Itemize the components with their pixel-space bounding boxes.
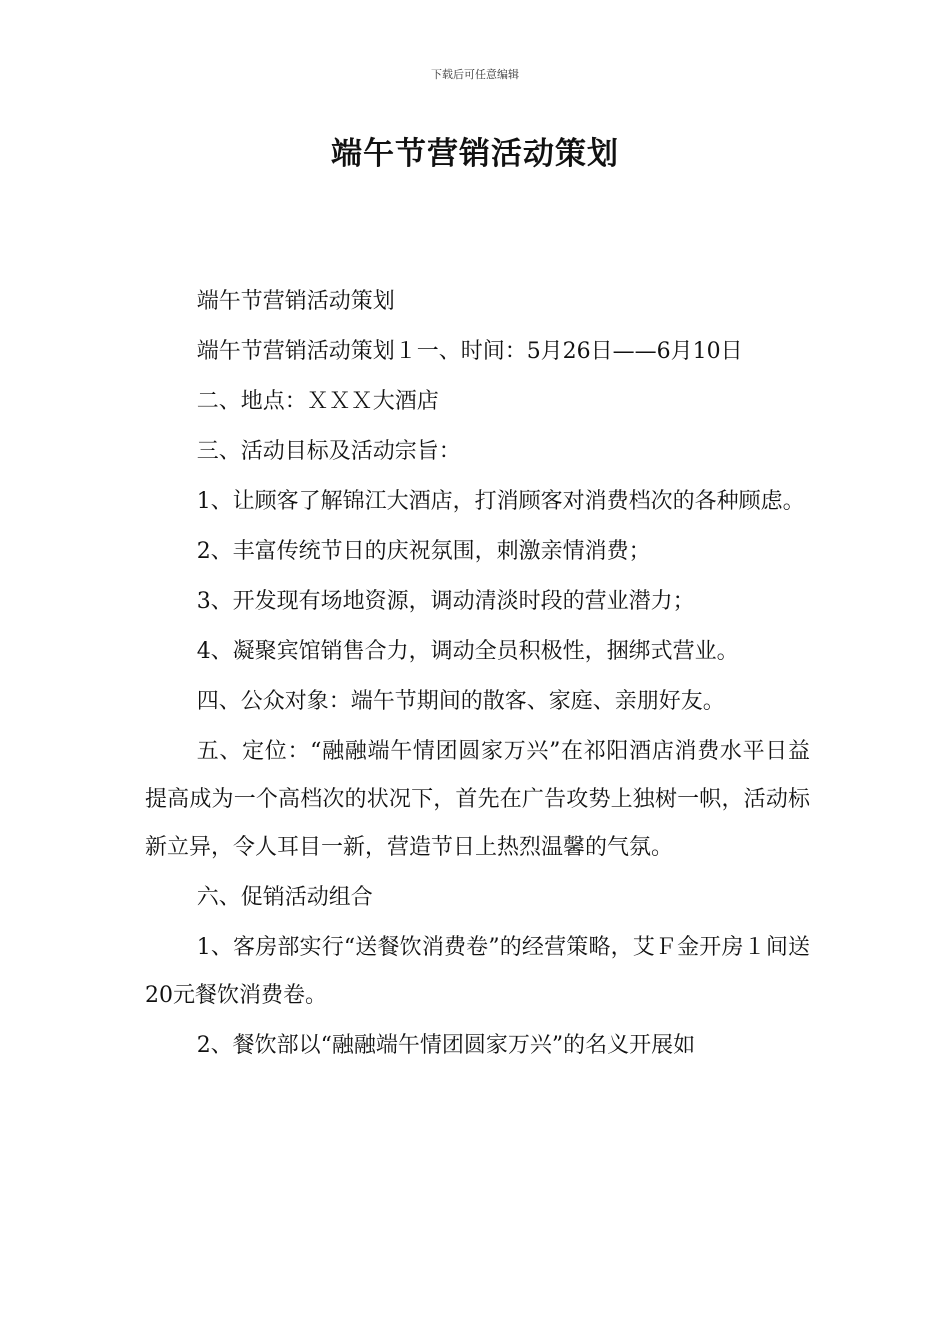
- paragraph-goal-4: 4、凝聚宾馆销售合力，调动全员积极性，捆绑式营业。: [196, 639, 739, 664]
- paragraph-promo-2: 2、餐饮部以“融融端午情团圆家万兴”的名义开展如: [196, 1033, 696, 1058]
- paragraph-time: 端午节营销活动策划１一、时间：5月26日——6月10日: [196, 339, 743, 364]
- paragraph-goal-3: 3、开发现有场地资源，调动清淡时段的营业潜力；: [196, 589, 695, 614]
- paragraph-goal-1: 1、让顾客了解锦江大酒店，打消顾客对消费档次的各种顾虑。: [196, 489, 805, 514]
- paragraph-audience: 四、公众对象：端午节期间的散客、家庭、亲朋好友。: [196, 689, 725, 714]
- paragraph-location: 二、地点：ＸＸＸ大酒店: [196, 389, 439, 414]
- paragraph-goals-heading: 三、活动目标及活动宗旨：: [196, 439, 461, 464]
- paragraph-subtitle: 端午节营销活动策划: [196, 289, 395, 314]
- document-title: 端午节营销活动策划: [331, 136, 619, 172]
- paragraph-promo-1: 1、客房部实行“送餐饮消费卷”的经营策略，艾Ｆ金开房１间送20元餐饮消费卷。: [145, 935, 810, 1008]
- document-body: [145, 278, 810, 1072]
- paragraph-goal-2: 2、丰富传统节日的庆祝氛围，刺激亲情消费；: [196, 539, 651, 564]
- header-note: 下载后可任意编辑: [431, 68, 519, 81]
- paragraph-promo-heading: 六、促销活动组合: [196, 885, 373, 910]
- paragraph-positioning: 五、定位：“融融端午情团圆家万兴”在祁阳酒店消费水平日益提高成为一个高档次的状况下，首先在广告攻势上独树一帜，活动标新立异，令人耳目一新，营造节日上热烈温馨的气氛。: [145, 739, 810, 860]
